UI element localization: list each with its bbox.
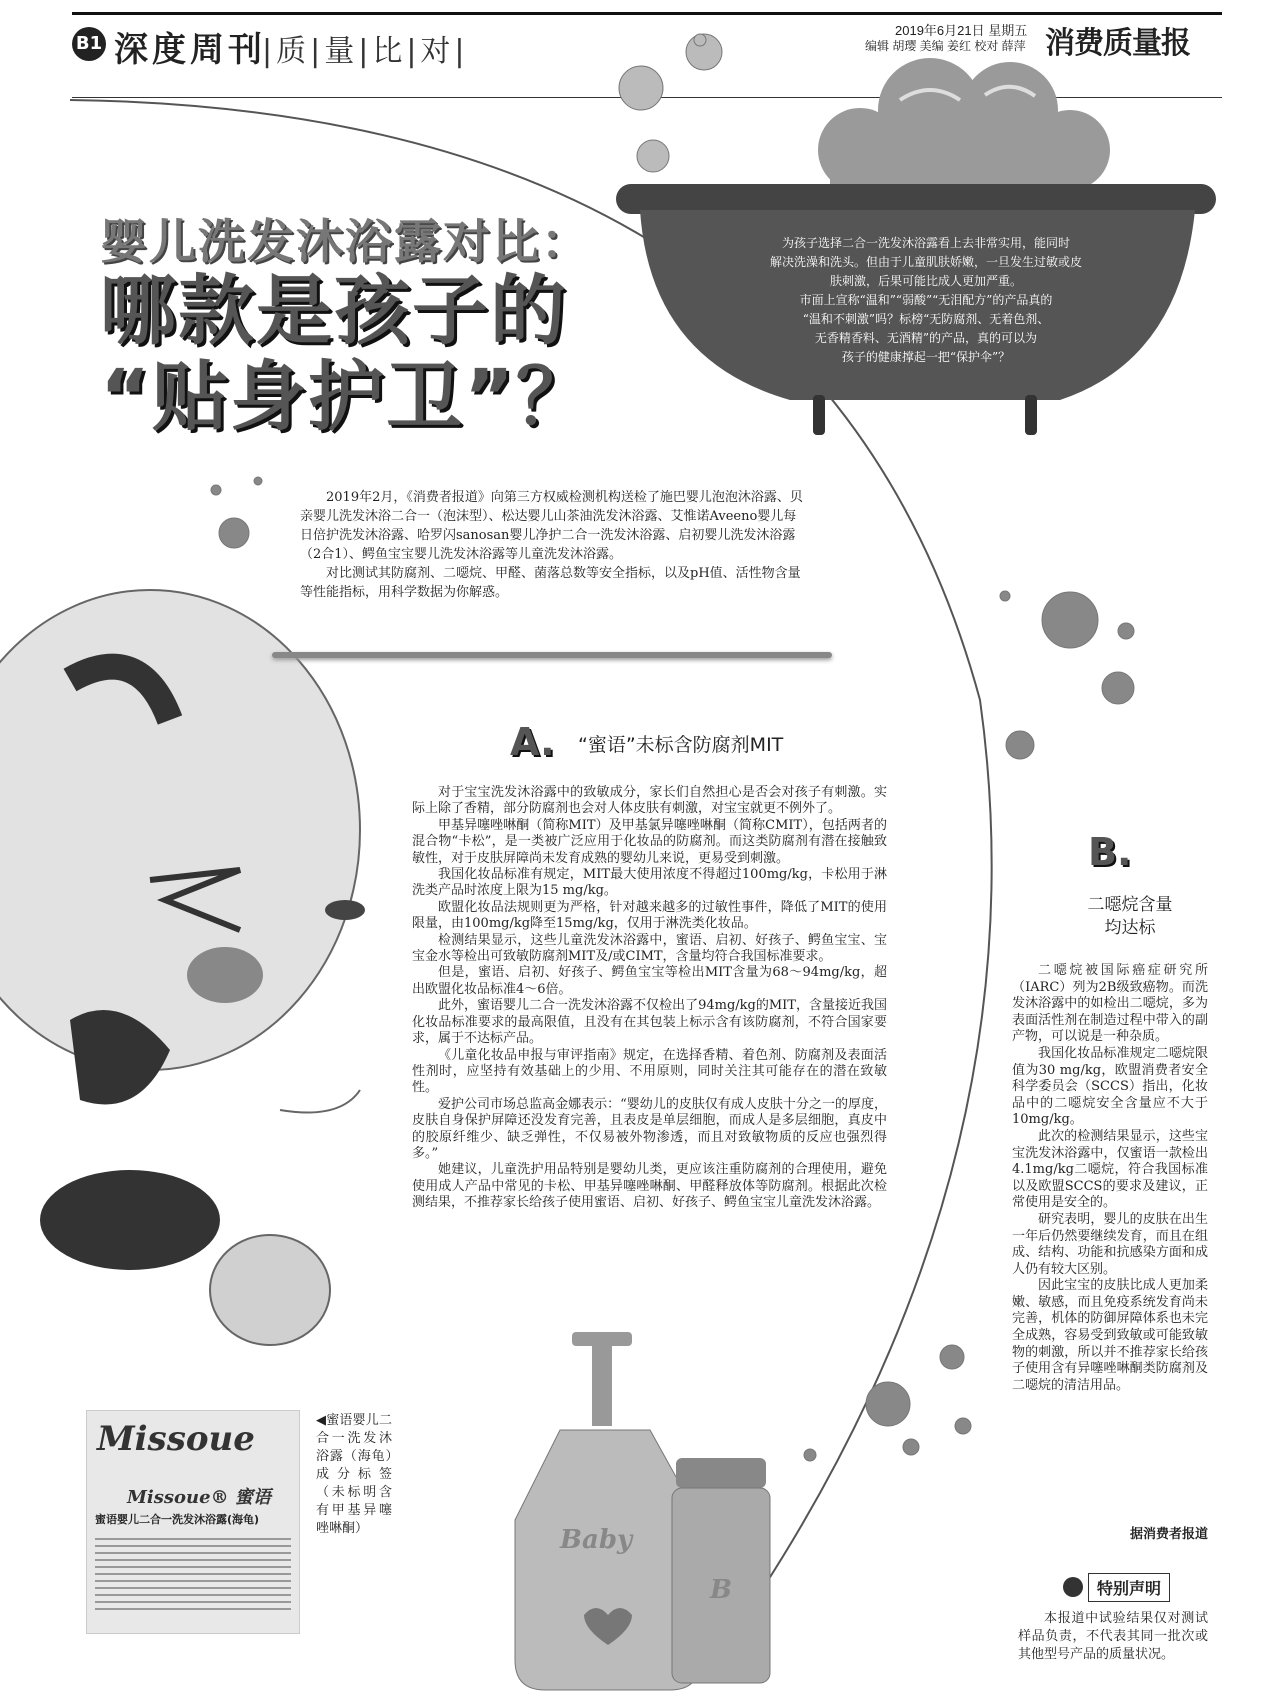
notice-title: 特别声明 [1088, 1573, 1170, 1602]
subsection-name: |质|量|比|对| [262, 34, 469, 69]
tub-line: “温和不刺激”吗？标榜“无防腐剂、无着色剂、 [802, 312, 1050, 326]
paragraph: 检测结果显示，这些儿童洗发沐浴露中，蜜语、启初、好孩子、鳄鱼宝宝、宝宝金水等检出可致敏防腐剂MIT及/或CIMT，含量均符合我国标准要求。 [412, 932, 887, 965]
headline-line-1: 婴儿洗发沐浴露对比： [100, 215, 590, 270]
article-source: 据消费者报道 [1129, 1527, 1208, 1542]
section-a-body [412, 785, 887, 1212]
label-brand: Missoue [97, 1419, 255, 1459]
paragraph: 研究表明，婴儿的皮肤在出生一年后仍然要继续发育，而且在组成、结构、功能和抗感染方面和成人仍有较大区别。 [1012, 1211, 1208, 1277]
bottle-label: Baby [560, 1525, 633, 1555]
issue-date: 2019年6月21日 星期五 [895, 23, 1028, 38]
paragraph: 二噁烷被国际癌症研究所（IARC）列为2B级致癌物。而洗发沐浴露中的如检出二噁烷，多为表面活性剂在制造过程中带入的副产物，可以说是一种杂质。 [1012, 963, 1208, 1045]
product-label-photo [86, 1410, 300, 1634]
tub-line: 解决洗澡和洗头。但由于儿童肌肤娇嫩，一旦发生过敏或皮 [769, 255, 1082, 269]
paragraph: 我国化妆品标准规定二噁烷限值为30 mg/kg，欧盟消费者安全科学委员会（SCCS）指出，化妆品中的二噁烷安全含量应不大于10mg/kg。 [1012, 1045, 1208, 1128]
paragraph: 对于宝宝洗发沐浴露中的致敏成分，家长们自然担心是否会对孩子有刺激。实际上除了香精，部分防腐剂也会对人体皮肤有刺激，对宝宝就更不例外了。 [412, 785, 887, 817]
section-b-body [1012, 963, 1208, 1394]
editors-credit: 编辑 胡璎 美编 姜红 校对 薛萍 [865, 39, 1026, 53]
tub-line: 孩子的健康撑起一把“保护伞”？ [841, 350, 1011, 364]
notice-body [1018, 1610, 1208, 1664]
tub-line: 肤刺激，后果可能比成人更加严重。 [829, 274, 1022, 288]
newspaper-name: 消费质量报 [1045, 26, 1190, 61]
page-badge: B1 [72, 27, 106, 61]
foam-cloud-icon [818, 58, 1110, 192]
intro-block [300, 488, 805, 602]
section-a-letter: A. [510, 720, 555, 764]
section-b-title-line: 二噁烷含量 [1087, 895, 1173, 915]
paragraph: 此外，蜜语婴儿二合一洗发沐浴露不仅检出了94mg/kg的MIT，含量接近我国化妆品标准要求的最高限值，且没有在其包装上标示含有该防腐剂，不符合国家要求，属于不达标产品。 [412, 998, 887, 1047]
section-a-title: “蜜语”未标含防腐剂MIT [578, 734, 784, 756]
photo-caption: ◀蜜语婴儿二合一洗发沐浴露（海龟）成分标签（未标明含有甲基异噻唑啉酮） [316, 1413, 392, 1536]
section-b-title-line: 均达标 [1104, 918, 1156, 938]
paragraph: 因此宝宝的皮肤比成人更加柔嫩、敏感，而且免疫系统发育尚未完善，机体的防御屏障体系也未完全成熟，容易受到致敏或可能致敏物的刺激，所以并不推荐家长给孩子使用含有异噻唑啉酮类防腐剂及二噁烷的清洁用品。 [1012, 1278, 1208, 1393]
paragraph: 此次的检测结果显示，这些宝宝洗发沐浴露中，仅蜜语一款检出4.1mg/kg二噁烷，符合我国标准以及欧盟SCCS的要求及建议，正常使用是安全的。 [1012, 1128, 1208, 1211]
paragraph: 我国化妆品标准有规定，MIT最大使用浓度不得超过100mg/kg，卡松用于淋洗类产品时浓度上限为15 mg/kg。 [412, 867, 887, 899]
paragraph: 爱护公司市场总监高金娜表示：“婴幼儿的皮肤仅有成人皮肤十分之一的厚度，皮肤自身保护屏障还没发育完善，且表皮是单层细胞，而成人是多层细胞，真皮中的胶原纤维少、缺乏弹性，不仅易被外物渗透，而且对致敏物质的反应也强烈得多。” [412, 1096, 887, 1161]
paragraph: 她建议，儿童洗护用品特别是婴幼儿类，更应该注重防腐剂的合理使用，避免使用成人产品中常见的卡松、甲基异噻唑啉酮、甲醛释放体等防腐剂。根据此次检测结果，不推荐家长给孩子使用蜜语、启初、好孩子、鳄鱼宝宝儿童洗发沐浴露。 [412, 1162, 887, 1211]
paragraph: 欧盟化妆品法规则更为严格，针对越来越多的过敏性事件，降低了MIT的使用限量，由100mg/kg降至15mg/kg，仅用于淋洗类化妆品。 [412, 899, 887, 932]
paragraph: 《儿童化妆品申报与审评指南》规定，在选择香精、着色剂、防腐剂及表面活性剂时，应坚持有效基础上的少用、不用原则，同时关注其可能存在的潜在致敏性。 [412, 1047, 887, 1096]
paragraph: 但是，蜜语、启初、好孩子、鳄鱼宝宝等检出MIT含量为68～94mg/kg，超出欧盟化妆品标准4～6倍。 [412, 965, 887, 997]
intro-paragraph: 对比测试其防腐剂、二噁烷、甲醛、菌落总数等安全指标，以及pH值、活性物含量等性能指标，用科学数据为你解惑。 [300, 566, 801, 600]
tub-line: 无香精香料、无酒精”的产品，真的可以为 [814, 331, 1038, 345]
label-ingredient-lines [95, 1533, 291, 1615]
notice-dot-icon [1063, 1577, 1083, 1597]
label-product-name: 蜜语婴儿二合一洗发沐浴露(海龟) [95, 1513, 260, 1526]
paragraph: 甲基异噻唑啉酮（简称MIT）及甲基氯异噻唑啉酮（简称CMIT），包括两者的混合物“卡松”，是一类被广泛应用于化妆品的防腐剂。而这类防腐剂有潜在接触致敏性，对于皮肤屏障尚未发育成熟的婴幼儿来说，更易受到刺激。 [412, 817, 887, 866]
baby-bottle-illustration [515, 1332, 770, 1690]
tub-line: 市面上宣称“温和”“弱酸”“无泪配方”的产品真的 [799, 293, 1053, 307]
section-name: 深度周刊 [114, 30, 266, 70]
notice-text: 本报道中试验结果仅对测试样品负责，不代表其同一批次或其他型号产品的质量状况。 [1018, 1611, 1208, 1662]
headline-line-3: “贴身护卫”？ [100, 352, 594, 441]
section-b-letter: B. [1088, 830, 1132, 874]
intro-paragraph: 2019年2月，《消费者报道》向第三方权威检测机构送检了施巴婴儿泡泡沐浴露、贝亲婴儿洗发沐浴二合一（泡沫型）、松达婴儿山茶油洗发沐浴露、艾惟诺Aveeno婴儿每日倍护洗发沐浴露、哈罗闪sanosan婴儿净护二合一洗发沐浴露、启初婴儿洗发沐浴露（2合1）、鳄鱼宝宝婴儿洗发沐浴露等儿童洗发沐浴露。 [300, 490, 803, 562]
section-b-title [1060, 894, 1200, 940]
headline-line-2: 哪款是孩子的 [100, 266, 568, 355]
tub-intro-text [736, 234, 1116, 367]
label-brand-cn: Missoue® 蜜语 [127, 1487, 271, 1508]
crying-baby-illustration [0, 590, 365, 1345]
tub-line: 为孩子选择二合一洗发沐浴露看上去非常实用，能同时 [781, 236, 1070, 250]
bottle-small-label: B [710, 1575, 732, 1605]
intro-divider [272, 652, 832, 658]
